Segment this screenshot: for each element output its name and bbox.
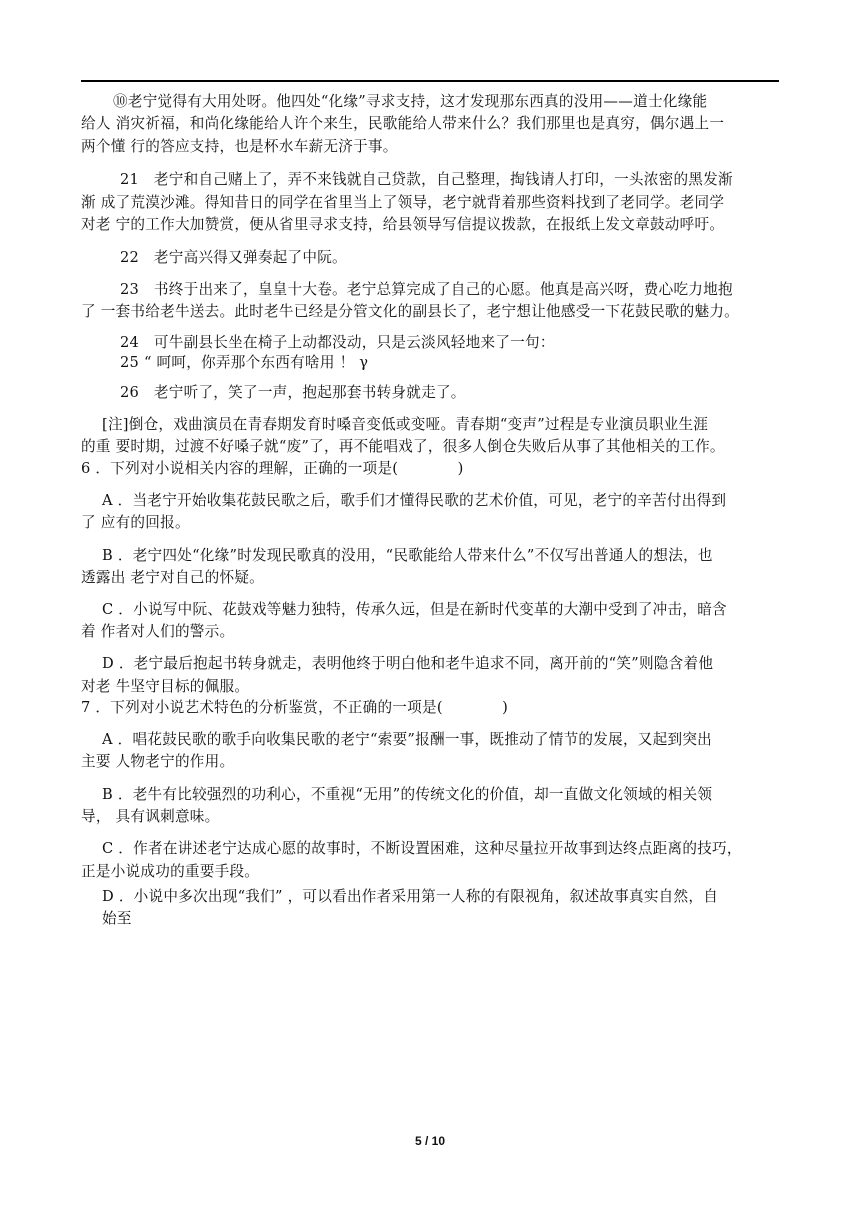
option-line: 导， 具有讽刺意味。 (81, 808, 220, 825)
option-line: 着 作者对人们的警示。 (81, 623, 235, 640)
option-line: A ．唱花鼓民歌的歌手向收集民歌的老宁“索要”报酬一事，既推动了情节的发展，又起到突出 (102, 731, 713, 748)
text-line: 渐 成了荒漠沙滩。得知昔日的同学在省里当上了领导，老宁就背着那些资料找到了老同学。老同学 (81, 194, 725, 211)
page-total: 10 (431, 1134, 446, 1148)
text-line: 23 书终于出来了，皇皇十大卷。老宁总算完成了自己的心愿。他真是高兴呀，费心吃力地抱 (120, 281, 733, 298)
option-line: D ．老宁最后抱起书转身就走，表明他终于明白他和老牛追求不同，离开前的“笑”则隐含着他 (102, 655, 714, 672)
option-line: C ．作者在讲述老宁达成心愿的故事时，不断设置困难，这种尽量拉开故事到达终点距离的技巧， (102, 840, 742, 857)
header-rule (81, 80, 779, 82)
question-stem: 7 ．下列对小说艺术特色的分析鉴赏，不正确的一项是( ) (81, 699, 509, 716)
option-line: C ．小说写中阮、花鼓戏等魅力独特，传承久远，但是在新时代变革的大潮中受到了冲击，暗含 (102, 601, 727, 618)
option-line: 正是小说成功的重要手段。 (81, 863, 260, 880)
question-stem: 6 ．下列对小说相关内容的理解，正确的一项是( ) (81, 460, 464, 477)
text-line: 25 “ 呵呵，你弄那个东西有啥用 ！ γ (120, 354, 369, 371)
text-line: 21 老宁和自己赌上了，弄不来钱就自己贷款，自己整理，掏钱请人打印，一头浓密的黑发渐 (120, 171, 733, 188)
option-line: B ．老牛有比较强烈的功利心，不重视“无用”的传统文化的价值，却一直做文化领域的相关领 (102, 786, 713, 803)
page-separator: / (424, 1134, 429, 1148)
text-line: 了 一套书给老牛送去。此时老牛已经是分管文化的副县长了，老宁想让他感受一下花鼓民歌的魅力。 (81, 303, 740, 320)
text-line: ⑩老宁觉得有大用处呀。他四处“化缘”寻求支持，这才发现那东西真的没用——道士化缘能 (113, 93, 708, 110)
option-line: 透露出 老宁对自己的怀疑。 (81, 569, 265, 586)
page-current: 5 (414, 1134, 422, 1148)
text-line: 两个懂 行的答应支持，也是杯水车薪无济于事。 (81, 138, 398, 155)
text-line: 26 老宁听了，笑了一声，抱起那套书转身就走了。 (120, 384, 466, 401)
footnote-line: 的重 要时期，过渡不好嗓子就“废”了，再不能唱戏了，很多人倒仓失败后从事了其他相关的工作。 (81, 438, 725, 455)
option-line: 对老 牛坚守目标的佩服。 (81, 678, 250, 695)
option-line: 主要 人物老宁的作用。 (81, 753, 235, 770)
option-line: B ．老宁四处“化缘”时发现民歌真的没用，“民歌能给人带来什么”不仅写出普通人的想法，也 (102, 547, 713, 564)
text-line: 给人 消灾祈福，和尚化缘能给人许个来生，民歌能给人带来什么？我们那里也是真穷，偶尔遇上一 (81, 115, 725, 132)
text-line: 24 可牛副县长坐在椅子上动都没动，只是云淡风轻地来了一句： (120, 334, 555, 351)
option-line: 始至 (102, 910, 132, 927)
text-line: 22 老宁高兴得又弹奏起了中阮。 (120, 249, 347, 266)
text-line: 对老 宁的工作大加赞赏，便从省里寻求支持，给县领导写信提议拨款，在报纸上发文章鼓动呼吁。 (81, 216, 725, 233)
option-line: D ．小说中多次出现“我们” ，可以看出作者采用第一人称的有限视角，叙述故事真实自然，自 (102, 888, 719, 905)
page-number (0, 1133, 860, 1149)
footnote-line: [注]倒仓，戏曲演员在青春期发育时嗓音变低或变哑。青春期“变声”过程是专业演员职业生涯 (102, 416, 709, 433)
option-line: 了 应有的回报。 (81, 514, 190, 531)
option-line: A ．当老宁开始收集花鼓民歌之后，歌手们才懂得民歌的艺术价值，可见，老宁的辛苦付出得到 (102, 492, 727, 509)
